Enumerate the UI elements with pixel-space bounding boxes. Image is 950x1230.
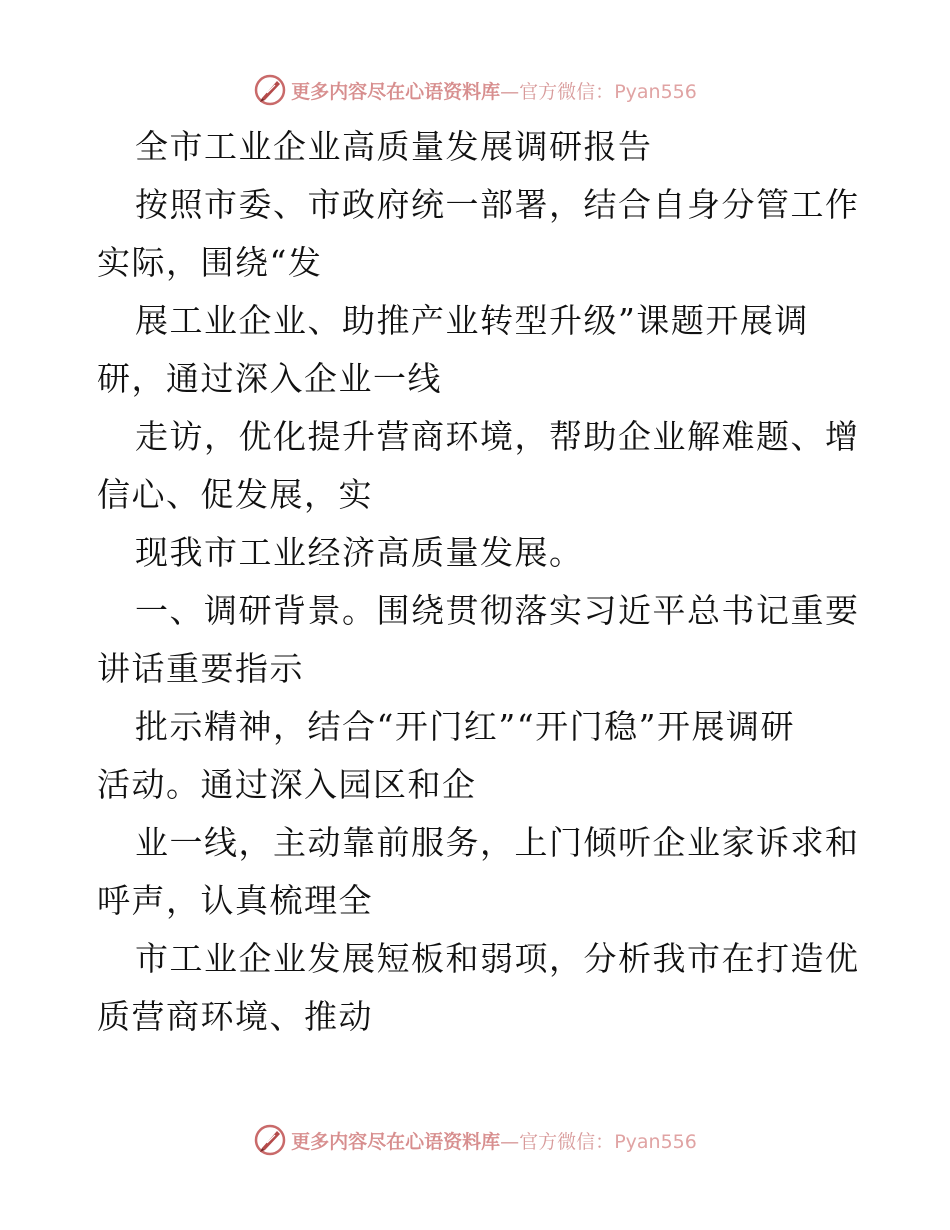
watermark-dash: — <box>500 1130 520 1153</box>
text-line: 走访，优化提升营商环境，帮助企业解难题、增 <box>135 417 860 456</box>
text-line: 活动。通过深入园区和企 <box>97 765 477 804</box>
text-line: 现我市工业经济高质量发展。 <box>135 533 584 572</box>
text-line: 实际，围绕“发 <box>97 243 323 282</box>
watermark-wechat-id: Pyan556 <box>614 1130 697 1153</box>
quill-pen-logo-icon <box>253 73 287 107</box>
text-line: 呼声，认真梳理全 <box>97 881 373 920</box>
header-watermark <box>0 70 950 110</box>
text-line: 业一线，主动靠前服务，上门倾听企业家诉求和 <box>135 823 860 862</box>
watermark-text <box>291 1127 697 1154</box>
text-line: 批示精神，结合“开门红”“开门稳”开展调研 <box>135 707 795 746</box>
quill-pen-logo-icon <box>253 1123 287 1157</box>
document-title: 全市工业企业高质量发展调研报告 <box>135 127 653 166</box>
watermark-main-text: 更多内容尽在心语资料库 <box>291 1130 501 1153</box>
text-line: 讲话重要指示 <box>97 649 304 688</box>
text-line: 一、调研背景。围绕贯彻落实习近平总书记重要 <box>135 591 860 630</box>
watermark-official-text: 官方微信： <box>519 1130 615 1153</box>
text-line: 信心、促发展，实 <box>97 475 373 514</box>
document-body <box>97 118 860 1046</box>
watermark-text <box>291 77 697 104</box>
footer-watermark <box>0 1120 950 1160</box>
watermark-wechat-id: Pyan556 <box>614 80 697 103</box>
text-line: 市工业企业发展短板和弱项，分析我市在打造优 <box>135 939 860 978</box>
text-line: 质营商环境、推动 <box>97 997 373 1036</box>
watermark-dash: — <box>500 80 520 103</box>
watermark-official-text: 官方微信： <box>519 80 615 103</box>
text-line: 研，通过深入企业一线 <box>97 359 442 398</box>
text-line: 按照市委、市政府统一部署，结合自身分管工作 <box>135 185 860 224</box>
watermark-main-text: 更多内容尽在心语资料库 <box>291 80 501 103</box>
text-line: 展工业企业、助推产业转型升级”课题开展调 <box>135 301 809 340</box>
